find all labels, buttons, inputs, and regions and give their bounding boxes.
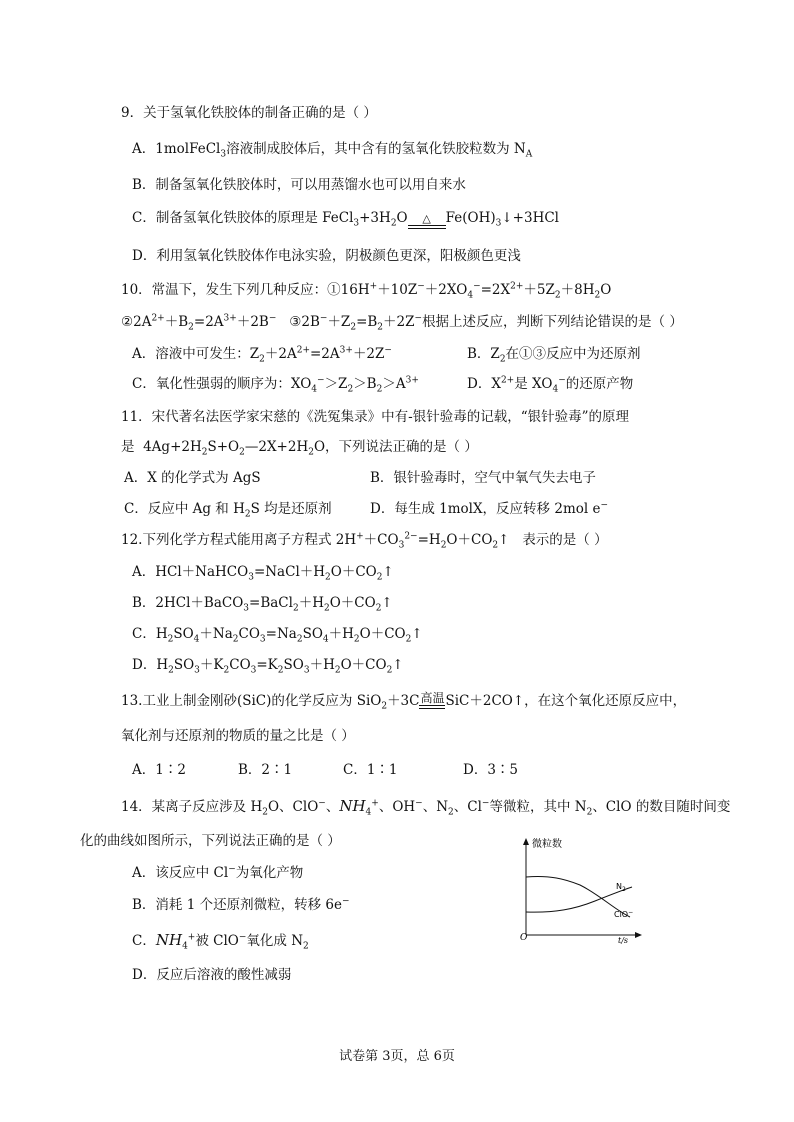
q10-stem: 10．常温下，发生下列几种反应：$①16H^++10Z^-+2XO_4^-=2X^{2+}+5Z_2+8H_2O$ [121,281,612,301]
q14-option-c: C．$NH_4^+$被 ClO−氧化成 $N_2$ [132,931,309,952]
q11-option-c: C．反应中 Ag 和 $H_2S$ 均是还原剂 [124,501,332,520]
q11-stem-1: 11．宋代著名法医学家宋慈的《洗冤集录》中有-银针验毒的记载，“银针验毒”的原理 [121,409,630,425]
q14-option-d: D．反应后溶液的酸性减弱 [132,967,292,983]
clo-label: ClO− [614,909,634,919]
q14-stem-1: 14．某离子反应涉及 $H_2O$、ClO−、$NH_4^+$、OH−、$N_2$、Cl−等微粒，其中 $N_2$、ClO 的数目随时间变 [121,797,731,818]
q13-option-b: B．2∶1 [238,762,293,778]
q12-option-d: D．$H_2SO_3+K_2CO_3=K_2SO_3+H_2O+CO_2↑$ [132,657,404,676]
q12-stem: 12.下列化学方程式能用离子方程式 $2H^++CO_3^{2-}=H_2O+CO_2↑$ 表示的是（ ） [121,531,608,551]
q13-stem-2: 氧化剂与还原剂的物质的量之比是（ ） [121,728,355,744]
q9-option-a: A．1molFeCl$_3$溶液制成胶体后，其中含有的氢氧化铁胶粒数为 $N_A$ [132,141,533,160]
q14-option-b: B．消耗 1 个还原剂微粒，转移 6e− [132,896,350,913]
q10-reactions: $②2A^{2+}+B_2=2A^{3+}+2B^-$ $③2B^-+Z_2=B_2+2Z^-$根据上述反应，判断下列结论错误的是（ ） [121,313,683,333]
y-axis-arrow [523,838,529,845]
q13-stem-1: 13.工业上制金刚砂(SiC)的化学反应为 SiO$_2$＋3C 高温 SiC＋2CO↑，在这个氧化还原反应中， [121,691,687,712]
q10-option-a: A．溶液中可发生：$Z_2+2A^{2+}=2A^{3+}+2Z^-$ [132,345,392,365]
q10-option-c: C．氧化性强弱的顺序为：$XO_4^->Z_2>B_2>A^{3+}$ [132,375,419,395]
particle-count-graph [520,835,650,945]
q9-option-c: C．制备氢氧化铁胶体的原理是 $FeCl_3+3H_2O$ △ $Fe(OH)_3↓+3HCl$ [132,210,559,229]
q12-option-b: B．$2HCl+BaCO_3=BaCl_2+H_2O+CO_2↑$ [132,595,393,614]
q14-stem-2: 化的曲线如图所示，下列说法正确的是（ ） [80,833,341,849]
q11-stem-2: 是 $4Ag+2H_2S+O_2—2X+2H_2O$，下列说法正确的是（ ） [121,439,478,458]
origin-label: O [520,933,528,943]
page-footer: 试卷第 3页，总 6页 [339,1049,455,1064]
n2-label: $N_2$ [616,882,626,893]
q9-stem: 9．关于氢氧化铁胶体的制备正确的是（ ） [121,105,377,121]
q13-option-a: A．1∶2 [132,762,186,778]
q11-option-a: A．X 的化学式为 AgS [124,470,261,486]
q11-option-d: D．每生成 1molX，反应转移 2mol e− [370,500,609,517]
y-axis-label: 微粒数 [532,839,562,850]
q13-option-c: C．1∶1 [343,762,398,778]
x-axis-arrow [635,932,642,938]
q9-option-d: D．利用氢氧化铁胶体作电泳实验，阴极颜色更深，阳极颜色更浅 [132,248,521,264]
q10-option-b: B．$Z_2$在①③反应中为还原剂 [467,346,641,365]
q10-option-d: D．$X^{2+}$是 $XO_4^-$的还原产物 [467,375,634,395]
q9-option-b: B．制备氢氧化铁胶体时，可以用蒸馏水也可以用自来水 [132,177,466,193]
q14-option-a: A．该反应中 Cl−为氧化产物 [132,864,304,881]
q11-option-b: B．银针验毒时，空气中氧气失去电子 [370,470,596,486]
x-axis-label: t/s [618,936,629,945]
q13-option-d: D．3∶5 [463,762,519,778]
q12-option-a: A．$HCl+NaHCO_3=NaCl+H_2O+CO_2↑$ [132,564,394,583]
q12-option-c: C．$H_2SO_4+Na_2CO_3=Na_2SO_4+H_2O+CO_2↑$ [132,626,423,645]
